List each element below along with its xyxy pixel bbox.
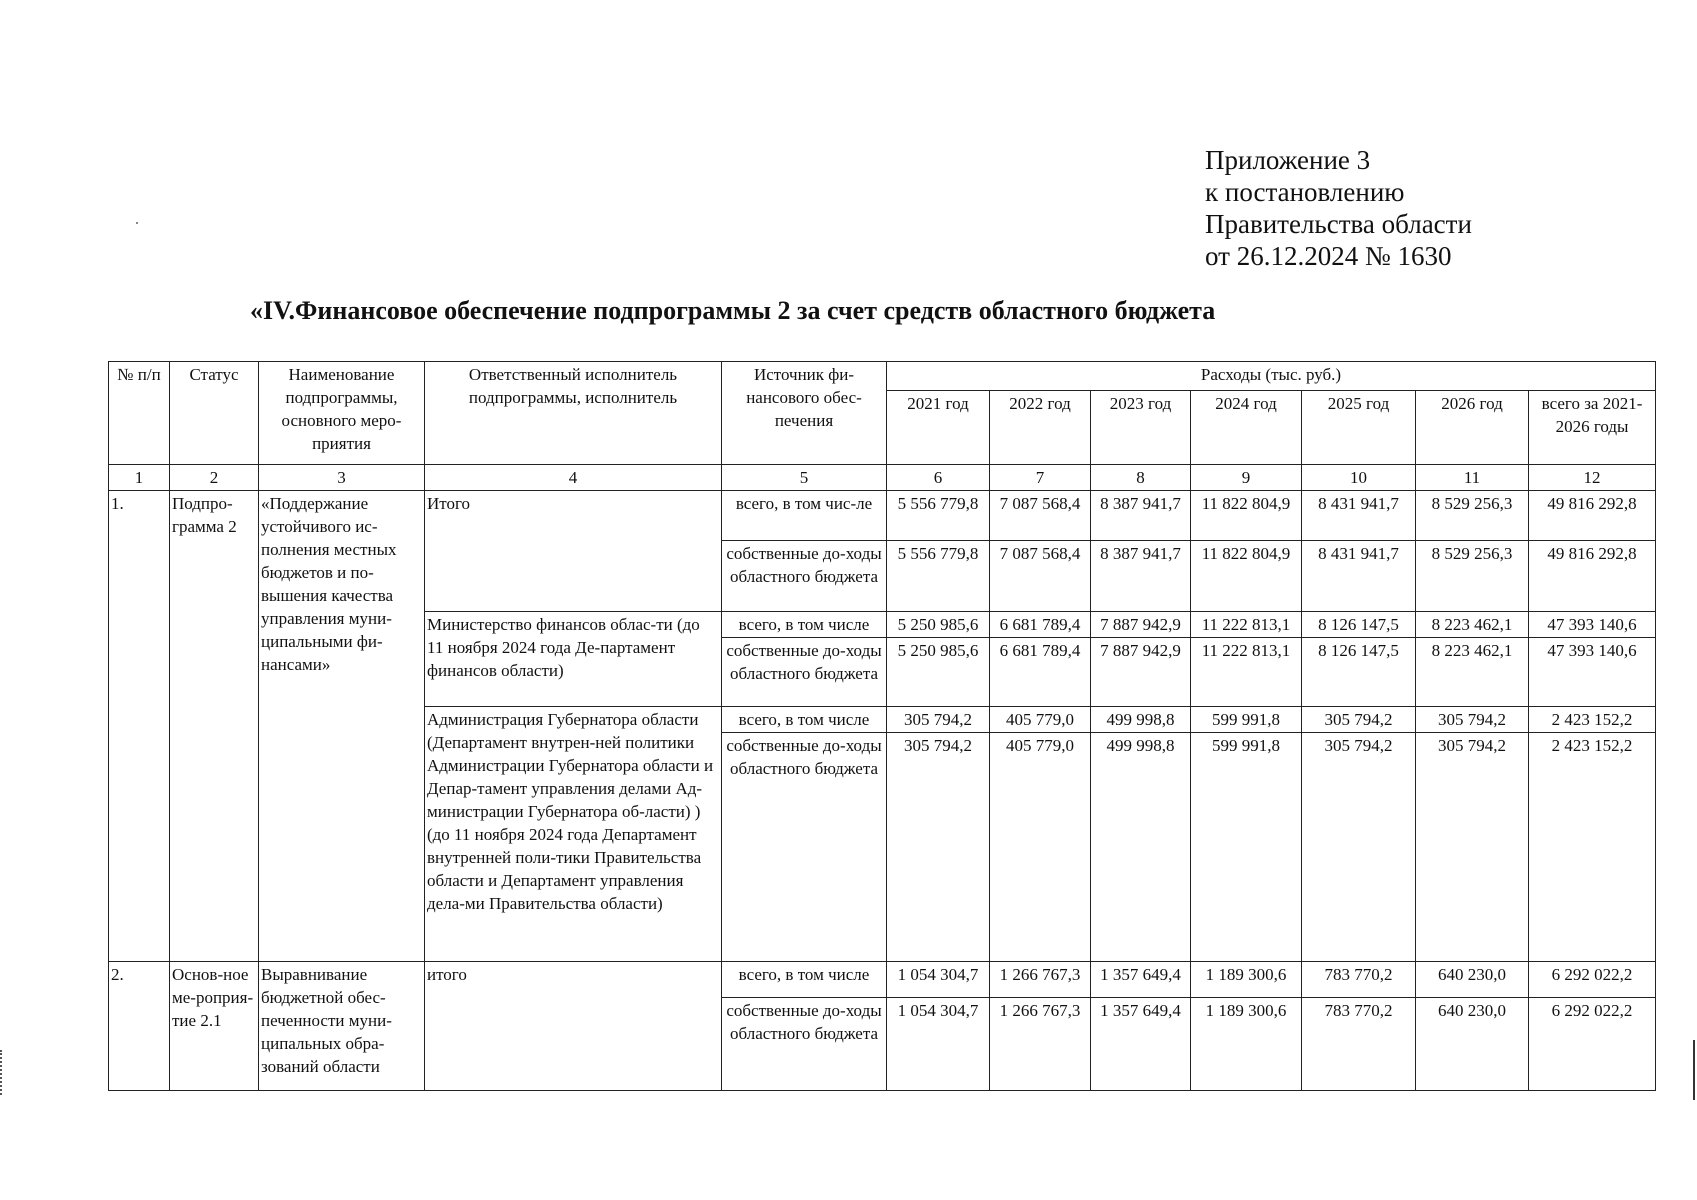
header-year: 2024 год <box>1191 391 1302 465</box>
value-cell: 405 779,0 <box>990 707 1091 733</box>
value-cell: 8 431 941,7 <box>1302 541 1416 612</box>
row-source: собственные до-ходы областного бюджета <box>722 638 887 707</box>
row-status: Подпро-грамма 2 <box>170 491 259 962</box>
header-year-total: всего за 2021-2026 годы <box>1529 391 1656 465</box>
header-year: 2025 год <box>1302 391 1416 465</box>
table-row <box>109 962 1656 998</box>
value-cell: 1 054 304,7 <box>887 962 990 998</box>
value-cell: 499 998,8 <box>1091 707 1191 733</box>
col-number: 6 <box>887 465 990 491</box>
appendix-line-3: Правительства области <box>1205 209 1472 239</box>
col-number: 2 <box>170 465 259 491</box>
value-cell: 8 223 462,1 <box>1416 612 1529 638</box>
scan-edge-mark <box>0 1050 8 1095</box>
row-name: «Поддержание устойчивого ис-полнения местных бюджетов и по-вышения качества управления муни-ципальными фи-нансами» <box>259 491 425 962</box>
value-cell: 6 681 789,4 <box>990 638 1091 707</box>
value-cell: 8 387 941,7 <box>1091 491 1191 541</box>
appendix-line-1: Приложение 3 <box>1205 145 1371 175</box>
value-cell: 1 357 649,4 <box>1091 998 1191 1091</box>
row-executor: итого <box>425 962 722 1091</box>
value-cell: 5 250 985,6 <box>887 638 990 707</box>
row-executor: Администрация Губернатора области (Департамент внутрен-ней политики Администрации Губернатора области и Депар-тамент управления делами Ад-министрации Губернатора об-ласти) ) (до 11 ноября 2024 года Департамент внутренней поли-тики Правительства области и Департамент управления дела-ми Правительства области) <box>425 707 722 962</box>
value-cell: 6 681 789,4 <box>990 612 1091 638</box>
value-cell: 8 529 256,3 <box>1416 541 1529 612</box>
value-cell: 599 991,8 <box>1191 733 1302 962</box>
value-cell: 11 222 813,1 <box>1191 638 1302 707</box>
header-year: 2023 год <box>1091 391 1191 465</box>
value-cell: 783 770,2 <box>1302 998 1416 1091</box>
header-num: № п/п <box>109 362 170 465</box>
appendix-line-4: от 26.12.2024 № 1630 <box>1205 241 1452 271</box>
value-cell: 47 393 140,6 <box>1529 612 1656 638</box>
finance-table <box>108 361 1656 1091</box>
col-number: 10 <box>1302 465 1416 491</box>
value-cell: 1 266 767,3 <box>990 998 1091 1091</box>
value-cell: 8 223 462,1 <box>1416 638 1529 707</box>
scan-speck <box>136 222 138 224</box>
row-status: Основ-ное ме-роприя-тие 2.1 <box>170 962 259 1091</box>
col-number: 7 <box>990 465 1091 491</box>
row-source: всего, в том чис-ле <box>722 491 887 541</box>
value-cell: 7 087 568,4 <box>990 491 1091 541</box>
value-cell: 6 292 022,2 <box>1529 998 1656 1091</box>
value-cell: 5 556 779,8 <box>887 541 990 612</box>
value-cell: 8 431 941,7 <box>1302 491 1416 541</box>
value-cell: 305 794,2 <box>1416 707 1529 733</box>
header-year: 2021 год <box>887 391 990 465</box>
row-source: всего, в том числе <box>722 707 887 733</box>
header-name: Наименование подпрограммы, основного меро-приятия <box>259 362 425 465</box>
value-cell: 305 794,2 <box>1302 733 1416 962</box>
col-number: 9 <box>1191 465 1302 491</box>
table-row <box>109 491 1656 541</box>
col-number: 1 <box>109 465 170 491</box>
value-cell: 5 556 779,8 <box>887 491 990 541</box>
value-cell: 47 393 140,6 <box>1529 638 1656 707</box>
row-source: всего, в том числе <box>722 962 887 998</box>
document-title: «IV.Финансовое обеспечение подпрограммы 2 за счет средств областного бюджета <box>250 296 1216 325</box>
value-cell: 305 794,2 <box>887 733 990 962</box>
value-cell: 11 822 804,9 <box>1191 541 1302 612</box>
col-number: 4 <box>425 465 722 491</box>
col-number: 11 <box>1416 465 1529 491</box>
scan-edge-mark <box>1690 1040 1695 1100</box>
value-cell: 7 087 568,4 <box>990 541 1091 612</box>
value-cell: 11 222 813,1 <box>1191 612 1302 638</box>
header-year: 2026 год <box>1416 391 1529 465</box>
header-expenses: Расходы (тыс. руб.) <box>887 362 1656 391</box>
row-source: собственные до-ходы областного бюджета <box>722 541 887 612</box>
value-cell: 1 054 304,7 <box>887 998 990 1091</box>
value-cell: 8 529 256,3 <box>1416 491 1529 541</box>
row-executor: Министерство финансов облас-ти (до 11 ноября 2024 года Де-партамент финансов области) <box>425 612 722 707</box>
value-cell: 599 991,8 <box>1191 707 1302 733</box>
value-cell: 7 887 942,9 <box>1091 638 1191 707</box>
col-number: 5 <box>722 465 887 491</box>
value-cell: 2 423 152,2 <box>1529 707 1656 733</box>
appendix-line-2: к постановлению <box>1205 177 1405 207</box>
row-num: 2. <box>109 962 170 1091</box>
row-executor: Итого <box>425 491 722 612</box>
value-cell: 783 770,2 <box>1302 962 1416 998</box>
value-cell: 640 230,0 <box>1416 998 1529 1091</box>
value-cell: 1 357 649,4 <box>1091 962 1191 998</box>
row-num: 1. <box>109 491 170 962</box>
value-cell: 1 189 300,6 <box>1191 962 1302 998</box>
header-year: 2022 год <box>990 391 1091 465</box>
value-cell: 49 816 292,8 <box>1529 491 1656 541</box>
col-number: 3 <box>259 465 425 491</box>
value-cell: 6 292 022,2 <box>1529 962 1656 998</box>
value-cell: 305 794,2 <box>1416 733 1529 962</box>
value-cell: 8 387 941,7 <box>1091 541 1191 612</box>
header-status: Статус <box>170 362 259 465</box>
value-cell: 8 126 147,5 <box>1302 612 1416 638</box>
col-number: 12 <box>1529 465 1656 491</box>
col-number: 8 <box>1091 465 1191 491</box>
appendix-block <box>1205 144 1472 272</box>
value-cell: 7 887 942,9 <box>1091 612 1191 638</box>
value-cell: 499 998,8 <box>1091 733 1191 962</box>
value-cell: 11 822 804,9 <box>1191 491 1302 541</box>
value-cell: 305 794,2 <box>1302 707 1416 733</box>
value-cell: 49 816 292,8 <box>1529 541 1656 612</box>
value-cell: 2 423 152,2 <box>1529 733 1656 962</box>
value-cell: 1 266 767,3 <box>990 962 1091 998</box>
value-cell: 8 126 147,5 <box>1302 638 1416 707</box>
row-source: собственные до-ходы областного бюджета <box>722 998 887 1091</box>
value-cell: 5 250 985,6 <box>887 612 990 638</box>
row-source: всего, в том числе <box>722 612 887 638</box>
value-cell: 405 779,0 <box>990 733 1091 962</box>
value-cell: 305 794,2 <box>887 707 990 733</box>
row-name: Выравнивание бюджетной обес-печенности муни-ципальных обра-зований области <box>259 962 425 1091</box>
value-cell: 1 189 300,6 <box>1191 998 1302 1091</box>
row-source: собственные до-ходы областного бюджета <box>722 733 887 962</box>
value-cell: 640 230,0 <box>1416 962 1529 998</box>
header-executor: Ответственный исполнитель подпрограммы, исполнитель <box>425 362 722 465</box>
header-source: Источник фи-нансового обес-печения <box>722 362 887 465</box>
